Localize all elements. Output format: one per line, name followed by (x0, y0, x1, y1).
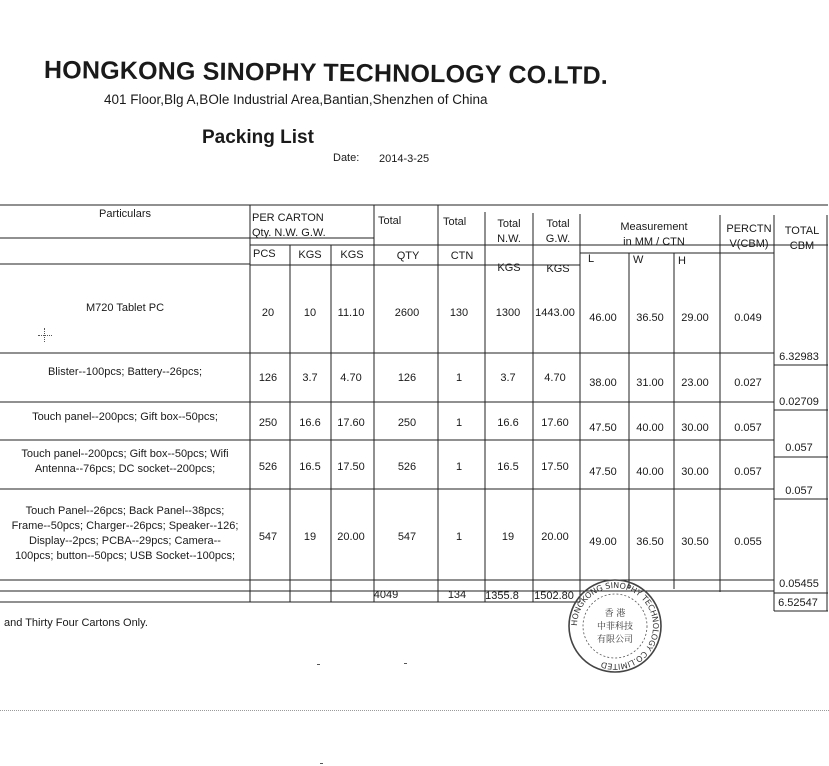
date-label: Date: (333, 152, 360, 164)
total-cbm: 6.52547 (778, 597, 818, 609)
row-total-nw: 16.6 (497, 417, 519, 429)
row-pcs: 526 (258, 461, 278, 473)
row-l: 47.50 (589, 466, 617, 478)
header-perctn-1: PERCTN (726, 223, 772, 235)
row-total-cbm: 0.02709 (779, 396, 819, 408)
scan-speck (317, 664, 320, 665)
row-qty: 547 (397, 531, 417, 543)
row-ctn: 1 (455, 417, 463, 429)
company-address: 401 Floor,Blg A,BOle Industrial Area,Bantian,Shenzhen of China (104, 92, 488, 107)
row-qty: 126 (397, 372, 417, 384)
row-h: 30.00 (681, 422, 709, 434)
header-total-gw-1: Total (546, 218, 570, 230)
row-total-gw: 20.00 (541, 531, 569, 543)
row-particulars: Blister--100pcs; Battery--26pcs; (47, 366, 203, 378)
header-total-nw-1: Total (497, 218, 521, 230)
date-value: 2014-3-25 (379, 153, 430, 165)
row-w: 31.00 (636, 377, 664, 389)
crosshair-mark (38, 328, 52, 342)
header-total-ctn: Total (443, 216, 467, 228)
row-particulars: Touch panel--200pcs; Gift box--50pcs; (32, 411, 218, 423)
row-total-cbm: 0.05455 (779, 578, 819, 590)
row-pcs: 126 (258, 372, 278, 384)
header-perctn-2: V(CBM) (729, 238, 769, 250)
row-total-nw: 1300 (495, 307, 521, 319)
document-title: Packing List (202, 127, 314, 148)
row-h: 29.00 (681, 312, 709, 324)
page-fold-line (0, 710, 829, 711)
row-l: 46.00 (589, 312, 617, 324)
company-name: HONGKONG SINOPHY TECHNOLOGY CO.LTD. (43, 56, 609, 90)
row-ctn: 1 (455, 531, 463, 543)
row-w: 40.00 (636, 466, 664, 478)
row-total-gw: 17.50 (541, 461, 569, 473)
row-nw: 3.7 (302, 372, 318, 384)
row-particulars: 100pcs; button--50pcs; USB Socket--100pcs; (14, 550, 236, 562)
header-total-gw-2: G.W. (545, 233, 571, 245)
unit-w: W (633, 254, 644, 266)
unit-kgs-nw: KGS (298, 249, 322, 261)
header-total-cbm-2: CBM (789, 240, 815, 252)
header-total-qty: Total (378, 215, 402, 227)
total-ctn: 134 (447, 589, 467, 601)
row-total-gw: 1443.00 (535, 307, 575, 319)
row-l: 47.50 (589, 422, 617, 434)
unit-qty: QTY (396, 250, 420, 262)
row-total-gw: 4.70 (544, 372, 566, 384)
unit-pcs: PCS (253, 248, 276, 260)
seal-ring-text: HONGKONG SINOPHY TECHNOLOGY CO.LIMITED (569, 580, 661, 672)
row-cbm: 0.027 (734, 377, 762, 389)
row-w: 36.50 (636, 536, 664, 548)
row-h: 30.00 (681, 466, 709, 478)
header-per-carton: PER CARTON (252, 212, 324, 224)
row-particulars: Frame--50pcs; Charger--26pcs; Speaker--126; (11, 520, 239, 532)
row-cbm: 0.057 (734, 466, 762, 478)
row-w: 36.50 (636, 312, 664, 324)
scan-speck (404, 663, 407, 664)
row-cbm: 0.057 (734, 422, 762, 434)
header-total-cbm-1: TOTAL (784, 225, 820, 237)
scan-speck (320, 763, 323, 764)
row-cbm: 0.055 (734, 536, 762, 548)
total-nw: 1355.8 (485, 590, 519, 602)
row-particulars: M720 Tablet PC (85, 302, 165, 314)
row-nw: 10 (303, 307, 317, 319)
total-qty: 4049 (373, 589, 399, 601)
row-total-cbm: 0.057 (785, 485, 813, 497)
row-ctn: 130 (449, 307, 469, 319)
row-gw: 11.10 (337, 307, 365, 319)
row-w: 40.00 (636, 422, 664, 434)
seal-center-line: 香 港 (604, 609, 626, 619)
row-total-cbm: 0.057 (785, 442, 813, 454)
row-pcs: 20 (261, 307, 275, 319)
seal-center-line: 有限公司 (596, 635, 634, 645)
row-total-nw: 3.7 (500, 372, 516, 384)
seal-center-line: 中菲科技 (596, 622, 634, 632)
table-body (12, 302, 819, 590)
row-h: 23.00 (681, 377, 709, 389)
row-qty: 250 (397, 417, 417, 429)
total-gw: 1502.80 (534, 590, 574, 602)
row-particulars: Antenna--76pcs; DC socket--200pcs; (34, 463, 216, 475)
row-particulars: Touch panel--200pcs; Gift box--50pcs; Wifi (21, 448, 229, 460)
row-total-nw: 16.5 (497, 461, 519, 473)
row-pcs: 547 (258, 531, 278, 543)
unit-h: H (678, 255, 686, 267)
header-measurement-1: Measurement (620, 221, 688, 233)
header-total-nw-2: N.W. (497, 233, 521, 245)
row-l: 38.00 (589, 377, 617, 389)
row-particulars: Touch Panel--26pcs; Back Panel--38pcs; (25, 505, 225, 517)
unit-kgs-total-nw: KGS (497, 262, 521, 274)
unit-kgs-gw: KGS (340, 249, 364, 261)
row-h: 30.50 (681, 536, 709, 548)
row-ctn: 1 (455, 461, 463, 473)
row-cbm: 0.049 (734, 312, 762, 324)
row-ctn: 1 (455, 372, 463, 384)
header-particulars: Particulars (99, 208, 151, 220)
unit-l: L (588, 253, 595, 265)
total-in-words: and Thirty Four Cartons Only. (4, 617, 148, 629)
row-total-gw: 17.60 (541, 417, 569, 429)
row-total-nw: 19 (501, 531, 515, 543)
row-qty: 526 (397, 461, 417, 473)
row-gw: 4.70 (340, 372, 362, 384)
company-seal (567, 578, 663, 674)
header-measurement-2: in MM / CTN (623, 236, 685, 248)
row-qty: 2600 (394, 307, 420, 319)
unit-ctn: CTN (450, 250, 474, 262)
row-nw: 19 (303, 531, 317, 543)
row-gw: 17.60 (337, 417, 365, 429)
row-gw: 20.00 (337, 531, 365, 543)
row-total-cbm: 6.32983 (779, 351, 819, 363)
row-nw: 16.6 (299, 417, 321, 429)
unit-kgs-total-gw: KGS (546, 263, 570, 275)
row-nw: 16.5 (299, 461, 321, 473)
header-per-carton-sub: Qty. N.W. G.W. (252, 227, 326, 239)
row-l: 49.00 (589, 536, 617, 548)
row-pcs: 250 (258, 417, 278, 429)
row-gw: 17.50 (337, 461, 365, 473)
row-particulars: Display--2pcs; PCBA--29pcs; Camera-- (29, 535, 221, 547)
